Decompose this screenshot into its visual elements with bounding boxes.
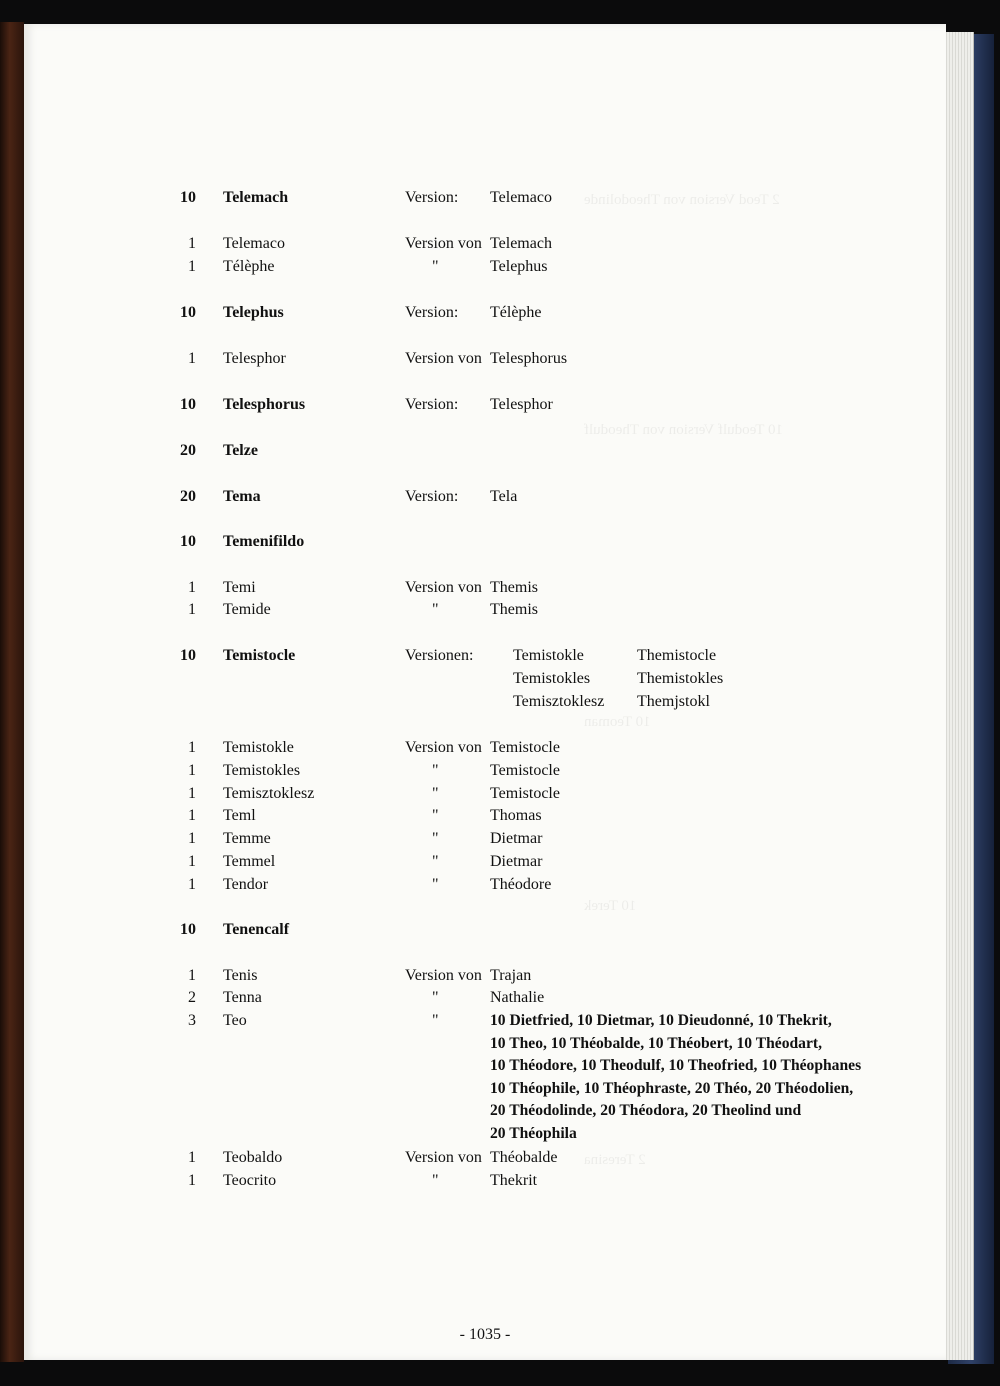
version-item: Temistokles [513, 670, 591, 687]
entry-name: Telemach [223, 189, 289, 206]
entry-row [24, 805, 946, 827]
variant-list-line: 10 Théophile, 10 Théophraste, 20 Théo, 20 Théodolien, [490, 1080, 854, 1097]
entry-row-continuation [24, 1100, 946, 1122]
entry-row [24, 348, 946, 370]
entry-name: Temisztoklesz [223, 785, 315, 802]
entry-row [24, 737, 946, 759]
entry-label: Version von [405, 235, 482, 252]
show-through-shadow: 10 Terek [584, 898, 637, 914]
entry-target: Temistocle [490, 739, 560, 756]
ditto-mark: " [432, 601, 439, 618]
entry-name: Tenis [223, 967, 258, 984]
entry-target: Telemaco [490, 189, 552, 206]
entry-target: Telephus [490, 258, 548, 275]
version-item: Temisztoklesz [513, 693, 605, 710]
ditto-mark: " [432, 830, 439, 847]
entry-row [24, 987, 946, 1009]
entry-row [24, 828, 946, 850]
entry-row [24, 486, 946, 508]
entry-number: 1 [188, 785, 196, 802]
entry-name: Temistokle [223, 739, 294, 756]
entry-row [24, 851, 946, 873]
entry-number: 1 [188, 1149, 196, 1166]
entry-name: Teocrito [223, 1172, 277, 1189]
entry-label: Version: [405, 396, 459, 413]
entry-target: Telemach [490, 235, 552, 252]
entry-name: Temistocle [223, 647, 296, 664]
entry-number: 1 [188, 830, 196, 847]
entry-row [24, 394, 946, 416]
entry-target: Thekrit [490, 1172, 538, 1189]
entry-name: Tenencalf [223, 921, 290, 938]
entry-target: Tela [490, 488, 518, 505]
entry-target: Thomas [490, 807, 542, 824]
entry-label: Version: [405, 488, 459, 505]
entry-number: 1 [188, 853, 196, 870]
entry-name: Tenna [223, 989, 262, 1006]
variant-list-line: 10 Theo, 10 Théobalde, 10 Théobert, 10 Théodart, [490, 1035, 822, 1052]
entry-name: Télèphe [223, 258, 275, 275]
variant-list-line: 20 Théodolinde, 20 Théodora, 20 Theolind und [490, 1102, 802, 1119]
ditto-mark: " [432, 1172, 439, 1189]
entry-row-continuation [24, 691, 946, 713]
entry-number: 10 [180, 396, 196, 413]
entry-row [24, 256, 946, 278]
entry-name: Teo [223, 1012, 247, 1029]
entry-number: 1 [188, 967, 196, 984]
entry-target: Trajan [490, 967, 532, 984]
entry-label: Version von [405, 350, 482, 367]
entry-target: Dietmar [490, 830, 543, 847]
entry-number: 10 [180, 647, 196, 664]
entry-target: Télèphe [490, 304, 542, 321]
entry-name: Teml [223, 807, 256, 824]
book-page [24, 24, 946, 1360]
entry-name: Temistokles [223, 762, 301, 779]
ditto-mark: " [432, 258, 439, 275]
ditto-mark: " [432, 876, 439, 893]
entry-number: 10 [180, 304, 196, 321]
entry-number: 1 [188, 258, 196, 275]
entry-name: Temme [223, 830, 271, 847]
entry-target: Dietmar [490, 853, 543, 870]
entry-name: Telephus [223, 304, 284, 321]
version-item: Themistokles [637, 670, 724, 687]
entry-target: Telesphor [490, 396, 553, 413]
entry-row-continuation [24, 668, 946, 690]
entry-label: Version von [405, 1149, 482, 1166]
entry-name: Telemaco [223, 235, 285, 252]
entry-name: Telze [223, 442, 258, 459]
page-number: - 1035 - [459, 1326, 511, 1343]
show-through-shadow: 10 Teoman [584, 714, 651, 730]
entry-label: Version: [405, 189, 459, 206]
entry-number: 1 [188, 807, 196, 824]
show-through-shadow: 2 Teod Version von Theodolinde [584, 192, 780, 208]
entry-row-continuation [24, 1078, 946, 1100]
entry-number: 20 [180, 442, 196, 459]
entry-row [24, 919, 946, 941]
entry-target: Temistocle [490, 762, 560, 779]
version-item: Themistocle [637, 647, 717, 664]
entry-number: 10 [180, 921, 196, 938]
entry-row-continuation [24, 1055, 946, 1077]
entry-row [24, 1147, 946, 1169]
ditto-mark: " [432, 807, 439, 824]
entry-number: 1 [188, 876, 196, 893]
entry-number: 1 [188, 235, 196, 252]
entry-target: Théodore [490, 876, 552, 893]
entry-name: Teobaldo [223, 1149, 283, 1166]
entry-label: Version von [405, 579, 482, 596]
show-through-shadow: 2 Teresina [584, 1152, 646, 1168]
entry-name: Tema [223, 488, 261, 505]
ditto-mark: " [432, 785, 439, 802]
entry-name: Temenifildo [223, 533, 305, 550]
entry-number: 2 [188, 989, 196, 1006]
entry-target: Telesphorus [490, 350, 568, 367]
entry-row [24, 760, 946, 782]
ditto-mark: " [432, 1012, 439, 1029]
entry-target: Nathalie [490, 989, 545, 1006]
variant-list-line: 10 Dietfried, 10 Dietmar, 10 Dieudonné, 10 Thekrit, [490, 1012, 832, 1029]
book-spine-left [0, 22, 24, 1362]
entry-number: 10 [180, 533, 196, 550]
entry-name: Tendor [223, 876, 269, 893]
entry-row [24, 1010, 946, 1032]
entry-row-continuation [24, 1033, 946, 1055]
entry-row [24, 531, 946, 553]
version-item: Themjstokl [637, 693, 710, 710]
entry-target: Théobalde [490, 1149, 558, 1166]
entry-label: Version: [405, 304, 459, 321]
entry-label: Version von [405, 967, 482, 984]
entry-number: 1 [188, 350, 196, 367]
entry-number: 10 [180, 189, 196, 206]
entry-name: Telesphorus [223, 396, 306, 413]
entry-name: Temi [223, 579, 256, 596]
entry-row [24, 233, 946, 255]
entry-row [24, 440, 946, 462]
entry-target: Themis [490, 579, 538, 596]
entry-row [24, 965, 946, 987]
entry-label: Versionen: [405, 647, 474, 664]
variant-list-line: 20 Théophila [490, 1125, 577, 1142]
entry-name: Telesphor [223, 350, 286, 367]
ditto-mark: " [432, 853, 439, 870]
ditto-mark: " [432, 762, 439, 779]
entry-number: 1 [188, 762, 196, 779]
entry-target: Temistocle [490, 785, 560, 802]
entry-row [24, 599, 946, 621]
ditto-mark: " [432, 989, 439, 1006]
entry-row [24, 645, 946, 667]
entry-number: 1 [188, 601, 196, 618]
entry-target: Themis [490, 601, 538, 618]
entry-row [24, 783, 946, 805]
entry-number: 1 [188, 1172, 196, 1189]
entry-row [24, 874, 946, 896]
entry-row-continuation [24, 1123, 946, 1145]
entry-number: 3 [188, 1012, 196, 1029]
entry-row [24, 1170, 946, 1192]
entry-number: 1 [188, 739, 196, 756]
entry-row [24, 187, 946, 209]
entry-label: Version von [405, 739, 482, 756]
entry-name: Temide [223, 601, 271, 618]
entry-number: 1 [188, 579, 196, 596]
entry-number: 20 [180, 488, 196, 505]
entry-name: Temmel [223, 853, 276, 870]
version-item: Temistokle [513, 647, 584, 664]
entry-row [24, 302, 946, 324]
entry-row [24, 577, 946, 599]
variant-list-line: 10 Théodore, 10 Theodulf, 10 Theofried, 10 Théophanes [490, 1057, 862, 1074]
show-through-shadow: 10 Teodulf Version von Theodulf [584, 422, 783, 438]
